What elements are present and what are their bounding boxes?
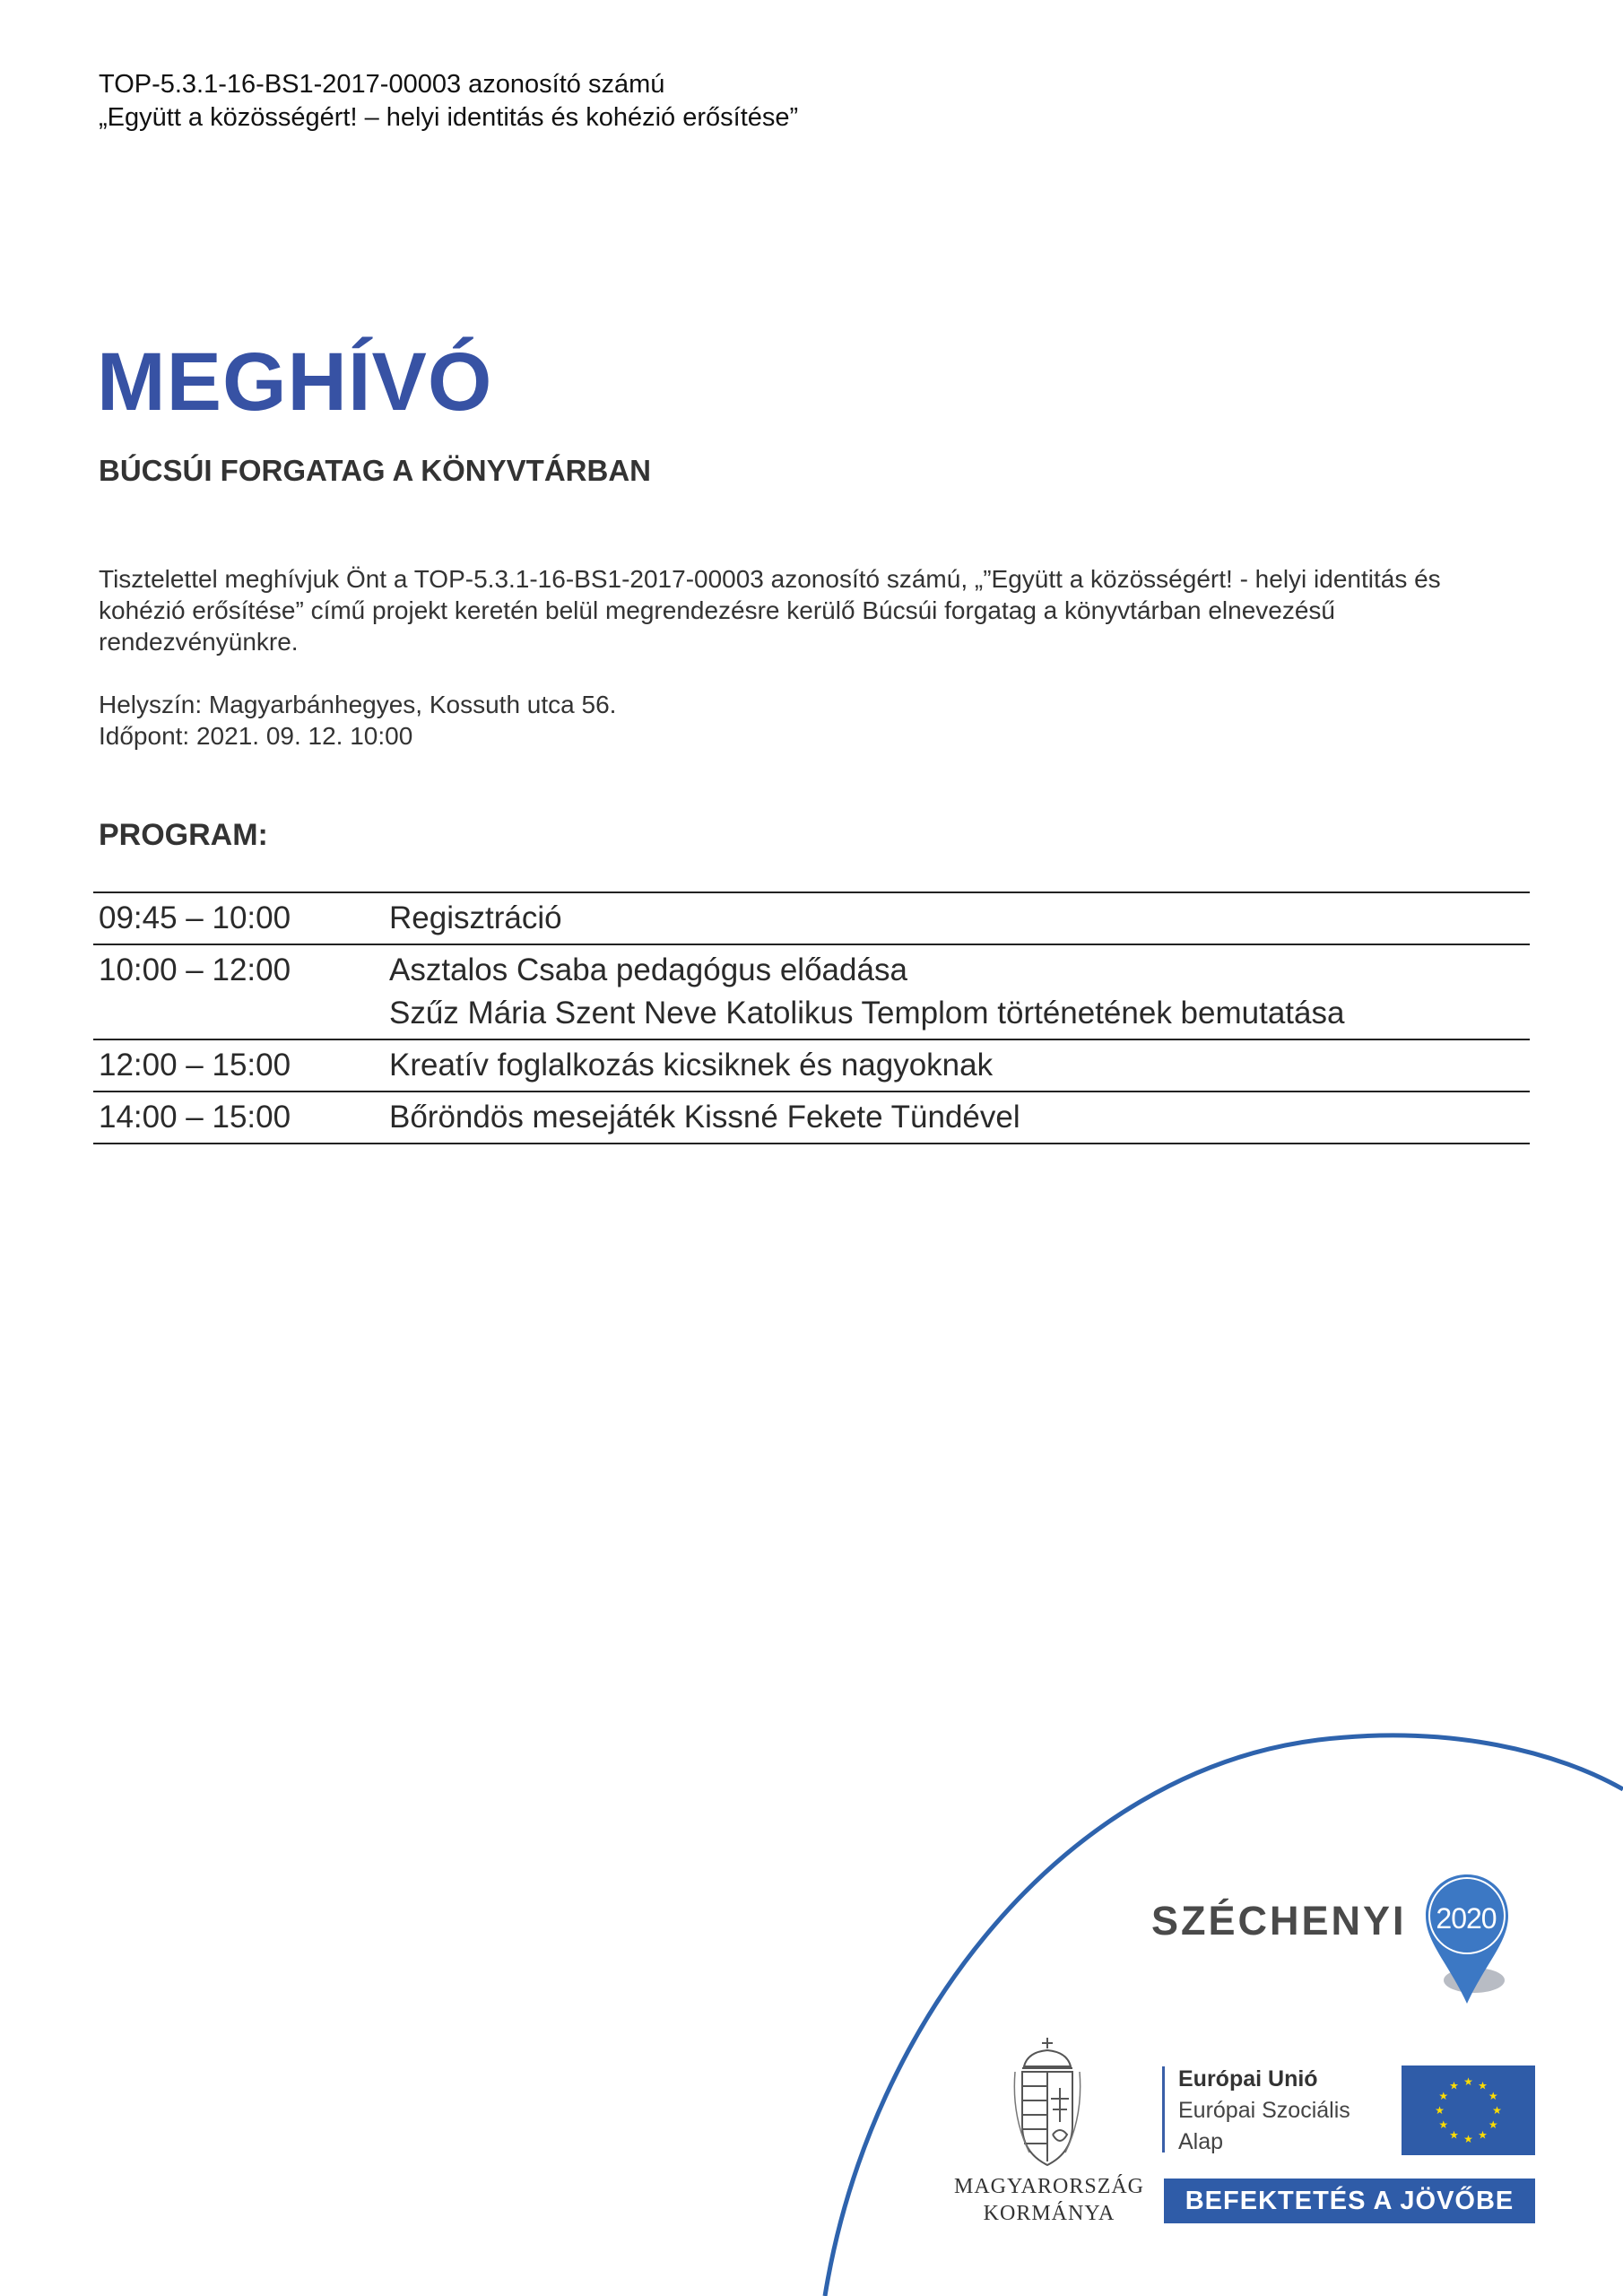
government-name-line1: MAGYARORSZÁG <box>953 2175 1145 2198</box>
location-text: Helyszín: Magyarbánhegyes, Kossuth utca 56. <box>99 691 617 718</box>
eu-star-icon: ★ <box>1463 2075 1473 2088</box>
eu-flag-icon <box>1402 2066 1535 2155</box>
eu-star-icon: ★ <box>1463 2133 1473 2145</box>
schedule-item: Regisztráció <box>389 900 562 935</box>
schedule-time: 10:00 – 12:00 <box>99 952 291 987</box>
schedule-item: Kreatív foglalkozás kicsiknek és nagyoknak <box>389 1048 994 1083</box>
schedule-time: 12:00 – 15:00 <box>99 1048 291 1083</box>
eu-star-icon: ★ <box>1435 2104 1445 2117</box>
schedule-description <box>389 949 1530 1035</box>
schedule-item: Szűz Mária Szent Neve Katolikus Templom történetének bemutatása <box>389 996 1345 1031</box>
eu-divider <box>1162 2066 1165 2152</box>
eu-star-icon: ★ <box>1438 2090 1449 2102</box>
eu-fund-line1: Európai Szociális <box>1178 2098 1350 2123</box>
eu-star-icon: ★ <box>1492 2104 1502 2117</box>
schedule-row <box>93 1092 1530 1144</box>
szechenyi-logo-text: SZÉCHENYI <box>1151 1898 1407 1944</box>
project-id-line: TOP-5.3.1-16-BS1-2017-00003 azonosító számú <box>99 70 665 99</box>
schedule-description <box>389 1096 1530 1139</box>
page-title: MEGHÍVÓ <box>97 336 493 428</box>
datetime-text: Időpont: 2021. 09. 12. 10:00 <box>99 722 413 750</box>
schedule-time: 14:00 – 15:00 <box>99 1100 291 1135</box>
eu-name: Európai Unió <box>1178 2066 1318 2092</box>
schedule-row <box>93 893 1530 945</box>
schedule-description <box>389 897 1530 940</box>
schedule-table <box>93 891 1530 1144</box>
schedule-description <box>389 1044 1530 1087</box>
coat-of-arms-icon <box>1011 2036 1083 2170</box>
eu-star-icon: ★ <box>1449 2128 1459 2142</box>
program-heading: PROGRAM: <box>99 818 268 852</box>
eu-star-icon: ★ <box>1488 2118 1498 2131</box>
schedule-time: 09:45 – 10:00 <box>99 900 291 935</box>
project-name-line: „Együtt a közösségért! – helyi identitás és kohézió erősítése” <box>99 103 799 132</box>
event-subtitle: BÚCSÚI FORGATAG A KÖNYVTÁRBAN <box>99 454 651 487</box>
eu-star-icon: ★ <box>1438 2118 1449 2131</box>
government-name-line2: KORMÁNYA <box>983 2202 1115 2225</box>
szechenyi-year: 2020 <box>1436 1902 1497 1935</box>
schedule-row <box>93 1040 1530 1092</box>
schedule-item: Asztalos Csaba pedagógus előadása <box>389 952 907 987</box>
location-pin-icon <box>1422 1871 1512 2005</box>
eu-star-icon: ★ <box>1478 2128 1488 2142</box>
invest-future-banner: BEFEKTETÉS A JÖVŐBE <box>1164 2179 1535 2223</box>
schedule-row <box>93 945 1530 1040</box>
eu-star-icon: ★ <box>1449 2079 1459 2092</box>
eu-star-icon: ★ <box>1478 2079 1488 2092</box>
invitation-text: Tisztelettel meghívjuk Önt a TOP-5.3.1-16-BS1-2017-00003 azonosító számú, „”Együtt a közösségért! - helyi identitás és kohézió erősítése” című projekt keretén belül megrendezésre kerülő Búcsúi forgatag a könyvtárban elnevezésű rendezvényünkre. <box>99 565 1441 656</box>
eu-fund-line2: Alap <box>1178 2129 1224 2154</box>
eu-star-icon: ★ <box>1488 2090 1498 2102</box>
schedule-item: Bőröndös mesejáték Kissné Fekete Tündével <box>389 1100 1020 1135</box>
